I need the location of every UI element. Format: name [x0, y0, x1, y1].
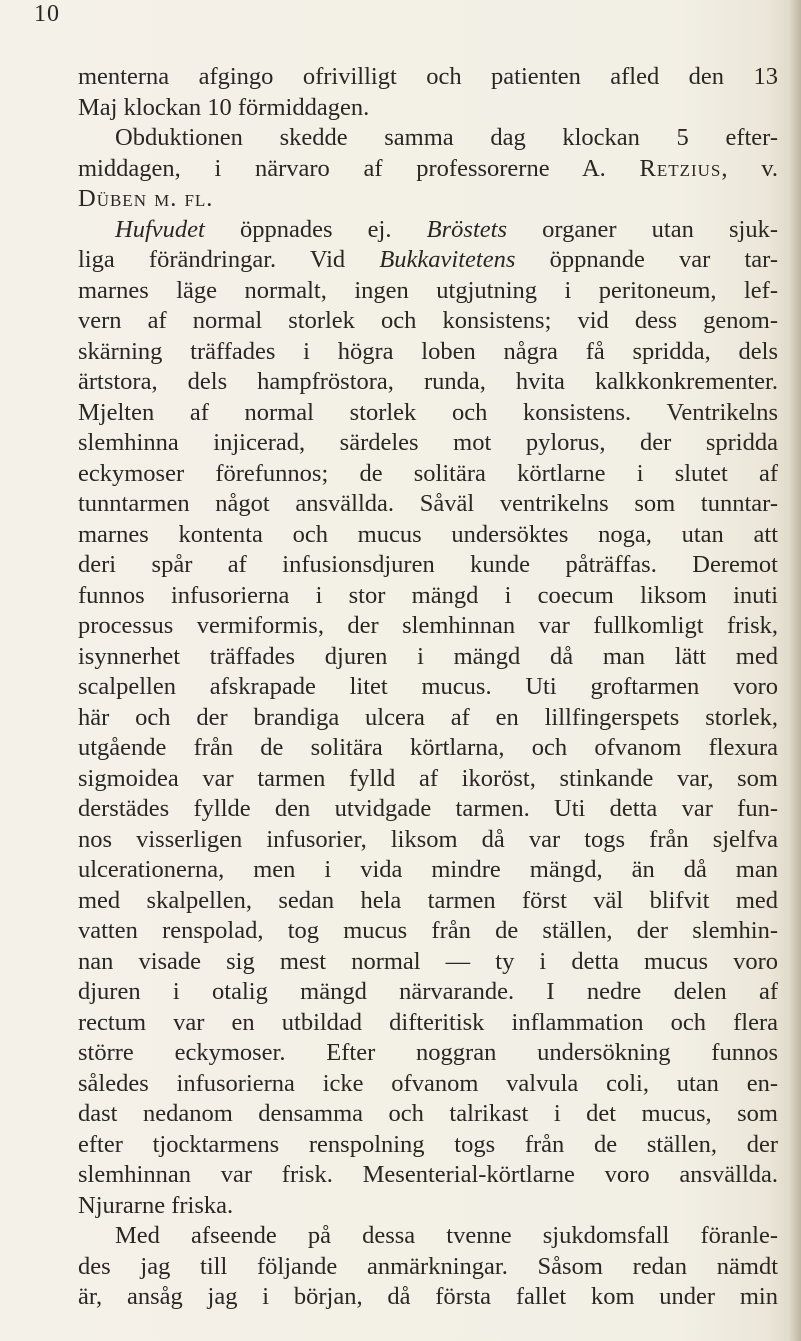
text-line: nos visserligen infusorier, liksom då var togs från sjelfva — [78, 825, 778, 853]
text-line: sigmoidea var tarmen fylld af ikoröst, stinkande var, som — [78, 764, 778, 792]
author-name-duben: Düben m. fl. — [78, 185, 214, 212]
text-line — [78, 215, 778, 246]
text-line: dast nedanom densamma och talrikast i det mucus, som — [78, 1100, 778, 1127]
text-line: Mjelten af normal storlek och konsistens. Ventrikelns — [78, 398, 778, 426]
text-line: deri spår af infusionsdjuren kunde påträffas. Deremot — [78, 551, 778, 578]
text-line: eckymoser förefunnos; de solitära körtlarne i slutet af — [78, 459, 778, 487]
text-line: tunntarmen något ansvällda. Såväl ventrikelns som tunntar- — [78, 490, 778, 517]
text-line: rectum var en utbildad difteritisk inflammation och flera — [78, 1008, 778, 1036]
text-line: Obduktionen skedde samma dag klockan 5 efter- — [115, 124, 778, 151]
text-line: Maj klockan 10 förmiddagen. — [78, 93, 370, 121]
text-line: skärning träffades i högra loben några få spridda, dels — [78, 337, 778, 365]
text-span: liga förändringar. Vid — [78, 246, 380, 273]
term-hufvudet: Hufvudet — [115, 215, 205, 243]
text-line: Njurarne friska. — [78, 1191, 234, 1219]
text-line: är, ansåg jag i början, då första fallet kom under min — [78, 1283, 778, 1310]
text-line: menterna afgingo ofrivilligt och patienten afled den 13 — [78, 63, 778, 90]
text-line: marnes läge normalt, ingen utgjutning i peritoneum, lef- — [78, 276, 778, 304]
text-span: , v. — [721, 154, 778, 182]
text-line — [78, 154, 778, 185]
author-name-retzius: Retzius — [639, 154, 722, 182]
text-line: ulcerationerna, men i vida mindre mängd, än då man — [78, 856, 778, 883]
text-line: med skalpellen, sedan hela tarmen först väl blifvit med — [78, 886, 778, 914]
text-line: ärtstora, dels hampfröstora, runda, hvita kalkkonkrementer. — [78, 368, 778, 395]
body-text — [78, 62, 778, 1313]
text-line: större eckymoser. Efter noggran undersökning funnos — [78, 1039, 778, 1066]
text-line — [78, 184, 778, 215]
text-span: organer utan sjuk- — [506, 215, 779, 243]
text-line: isynnerhet träffades djuren i mängd då man lätt med — [78, 642, 778, 670]
text-line: marnes kontenta och mucus undersöktes noga, utan att — [78, 520, 778, 548]
text-line: således infusorierna icke ofvanom valvula coli, utan en- — [78, 1069, 778, 1097]
text-line: des jag till följande anmärkningar. Såsom redan nämdt — [78, 1252, 778, 1280]
text-line: Med afseende på dessa tvenne sjukdomsfall föranle- — [115, 1222, 778, 1249]
page-edge-shadow — [787, 0, 801, 1341]
text-line: efter tjocktarmens renspolning togs från de ställen, der — [78, 1130, 778, 1158]
text-line: här och der brandiga ulcera af en lillfingerspets storlek, — [78, 703, 778, 731]
text-line: funnos infusorierna i stor mängd i coecum liksom inuti — [78, 581, 778, 609]
term-bukkavitetens: Bukkavitetens — [379, 246, 516, 273]
text-span: middagen, i närvaro af professorerne A. — [78, 154, 640, 182]
text-line: vatten renspolad, tog mucus från de ställen, der slemhin- — [78, 917, 778, 944]
text-line: slemhinnan var frisk. Mesenterial-körtlarne voro ansvällda. — [78, 1161, 778, 1188]
text-line: processus vermiformis, der slemhinnan var fullkomligt frisk, — [78, 612, 778, 639]
text-span: öppnades ej. — [239, 215, 392, 243]
text-line: vern af normal storlek och konsistens; vid dess genom- — [78, 307, 778, 334]
text-line: derstädes fyllde den utvidgade tarmen. Uti detta var fun- — [78, 795, 778, 822]
page-number: 10 — [34, 1, 60, 27]
text-line: djuren i otalig mängd närvarande. I nedre delen af — [78, 978, 778, 1005]
text-line: slemhinna injicerad, särdeles mot pylorus, der spridda — [78, 429, 778, 456]
term-brostets: Bröstets — [426, 215, 507, 243]
text-line — [78, 245, 778, 276]
text-line: scalpellen afskrapade litet mucus. Uti groftarmen voro — [78, 673, 778, 700]
text-line: nan visade sig mest normal — ty i detta mucus voro — [78, 947, 778, 975]
text-span: öppnande var tar- — [515, 246, 778, 273]
text-line: utgående från de solitära körtlarna, och ofvanom flexura — [78, 734, 778, 761]
